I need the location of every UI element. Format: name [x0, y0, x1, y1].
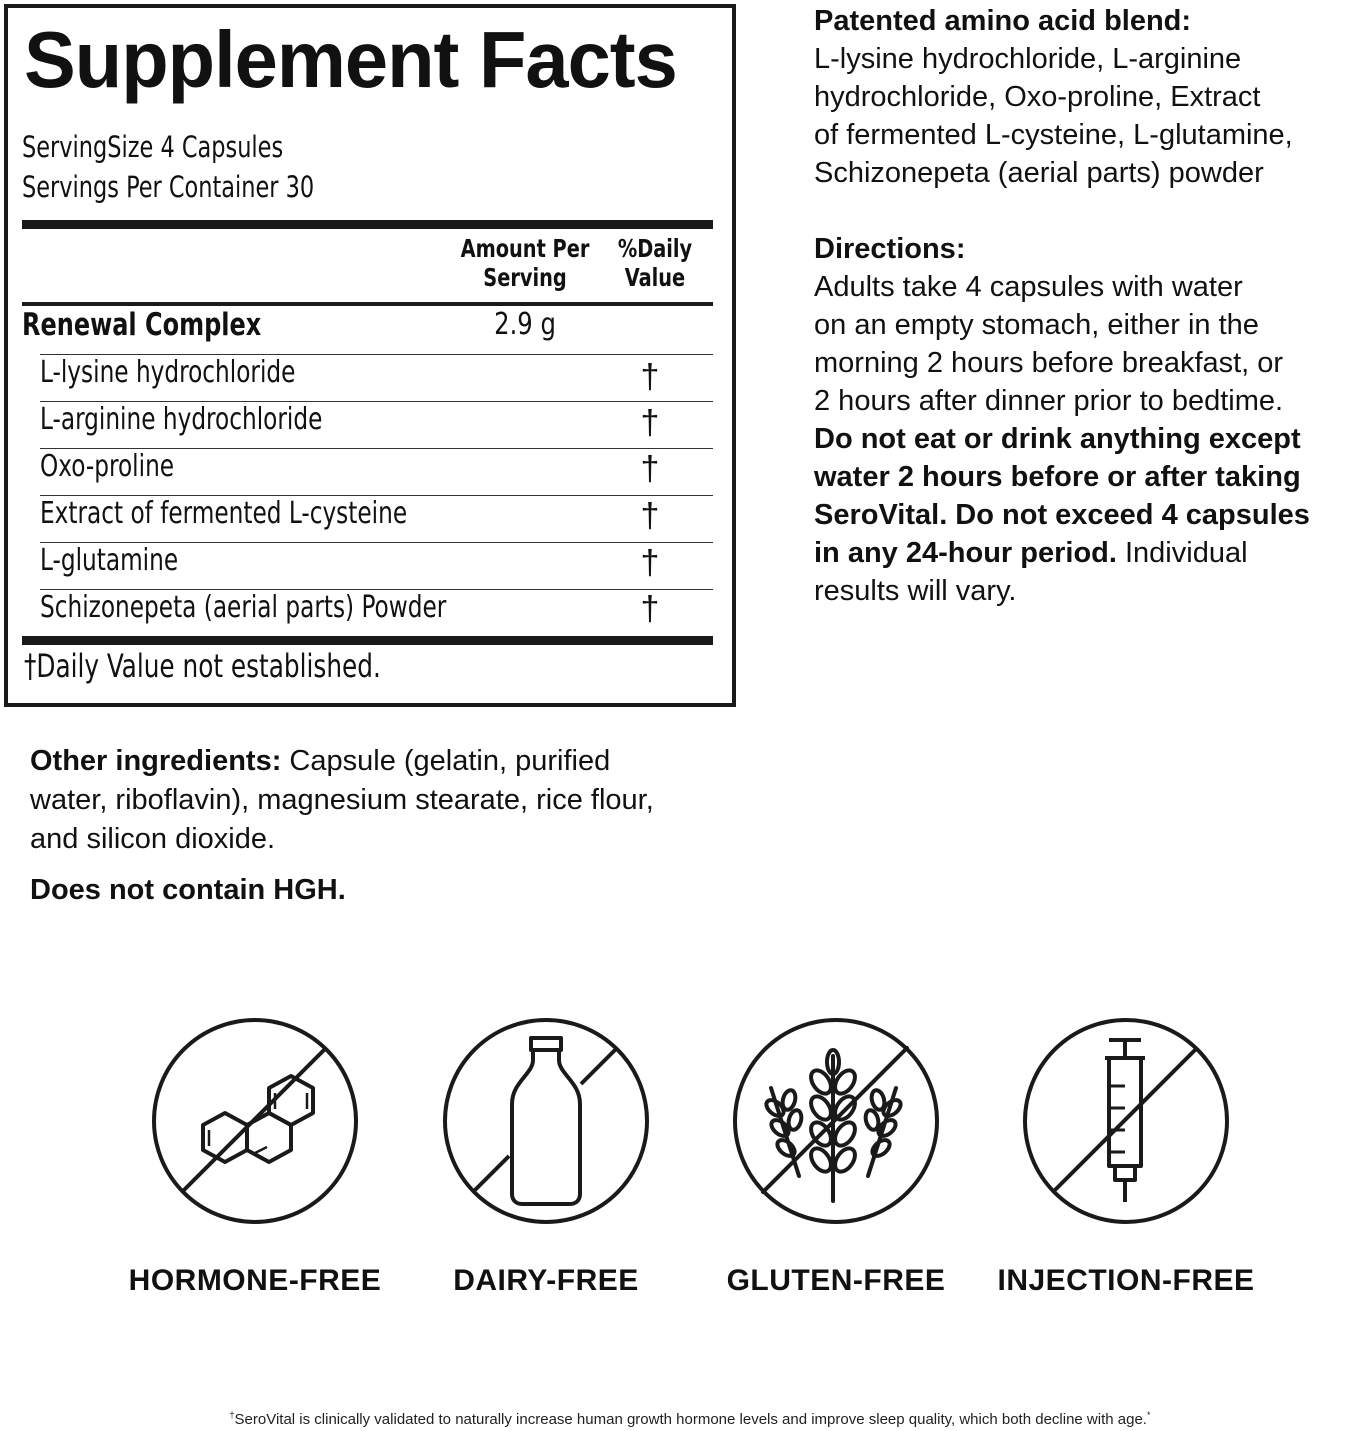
complex-amount: 2.9 g [494, 307, 556, 342]
blend-line: Schizonepeta (aerial parts) powder [814, 157, 1264, 189]
ingredient-dv: † [640, 404, 660, 442]
facts-divider-bottom [22, 636, 713, 645]
blend-section [814, 2, 1362, 192]
column-header-daily-value [603, 234, 706, 292]
other-ingredients-text: Capsule (gelatin, purified [281, 745, 611, 777]
ingredient-name: Oxo-proline [40, 449, 175, 484]
footnote-end-mark: * [1146, 1410, 1151, 1420]
directions-warning-line: water 2 hours before or after taking [814, 461, 1301, 493]
directions-line: Individual [1116, 537, 1248, 569]
directions-line: 2 hours after dinner prior to bedtime. [814, 385, 1284, 417]
blend-line: L-lysine hydrochloride, L-arginine [814, 43, 1242, 75]
facts-title: Supplement Facts [24, 15, 677, 104]
other-ingredients-text: and silicon dioxide. [30, 823, 276, 855]
hormone-molecule-icon [150, 1016, 360, 1226]
directions-line: on an empty stomach, either in the [814, 309, 1259, 341]
blend-line: hydrochloride, Oxo-proline, Extract [814, 81, 1261, 113]
syringe-icon [1021, 1016, 1231, 1226]
badge-label-gluten-free: GLUTEN-FREE [726, 1264, 946, 1297]
ingredient-dv: † [640, 450, 660, 488]
directions-section [814, 230, 1362, 610]
ingredient-name: L-arginine hydrochloride [40, 402, 323, 437]
serving-size: ServingSize 4 Capsules [22, 130, 284, 164]
facts-divider-header [22, 302, 713, 306]
directions-warning-line: in any 24-hour period. [814, 537, 1117, 569]
directions-heading: Directions: [814, 233, 966, 265]
blend-line: of fermented L-cysteine, L-glutamine, [814, 119, 1293, 151]
directions-warning-line: Do not eat or drink anything except [814, 423, 1301, 455]
directions-mixed-line [814, 534, 1362, 572]
no-hgh-statement: Does not contain HGH. [30, 874, 346, 906]
ingredient-dv: † [640, 358, 660, 396]
column-header-amount [456, 234, 594, 292]
directions-line: Adults take 4 capsules with water [814, 271, 1243, 303]
column-header-dv-line2: Value [624, 263, 686, 292]
other-ingredients-text: water, riboflavin), magnesium stearate, rice flour, [30, 784, 654, 816]
directions-warning-line: SeroVital. Do not exceed 4 capsules [814, 499, 1310, 531]
blend-heading: Patented amino acid blend: [814, 5, 1192, 37]
ingredient-name: Extract of fermented L-cysteine [40, 496, 408, 531]
ingredient-dv: † [640, 590, 660, 628]
daily-value-note: †Daily Value not established. [24, 647, 381, 685]
footnote [0, 1411, 1362, 1427]
column-header-dv-line1: %Daily [617, 234, 693, 263]
other-ingredients [30, 742, 730, 859]
ingredient-name: Schizonepeta (aerial parts) Powder [40, 590, 447, 625]
servings-per-container: Servings Per Container 30 [22, 170, 315, 204]
footnote-mark: † [229, 1410, 235, 1420]
column-header-amount-line1: Amount Per [460, 234, 590, 263]
badge-label-injection-free: INJECTION-FREE [997, 1264, 1255, 1297]
ingredient-name: L-lysine hydrochloride [40, 355, 296, 390]
footnote-text: SeroVital is clinically validated to naturally increase human growth hormone levels and improve sleep quality, which both decline with age. [234, 1411, 1147, 1428]
ingredient-dv: † [640, 497, 660, 535]
badge-label-dairy-free: DAIRY-FREE [453, 1264, 639, 1297]
column-header-amount-line2: Serving [483, 263, 567, 292]
directions-line: morning 2 hours before breakfast, or [814, 347, 1284, 379]
facts-divider-thick [22, 220, 713, 229]
complex-name: Renewal Complex [22, 307, 262, 343]
other-ingredients-line1 [30, 742, 730, 781]
directions-line: results will vary. [814, 575, 1017, 607]
milk-bottle-icon [441, 1016, 651, 1226]
other-ingredients-label: Other ingredients: [30, 745, 282, 777]
wheat-icon [731, 1016, 941, 1226]
ingredient-dv: † [640, 544, 660, 582]
badge-label-hormone-free: HORMONE-FREE [128, 1264, 382, 1297]
ingredient-name: L-glutamine [40, 543, 179, 578]
